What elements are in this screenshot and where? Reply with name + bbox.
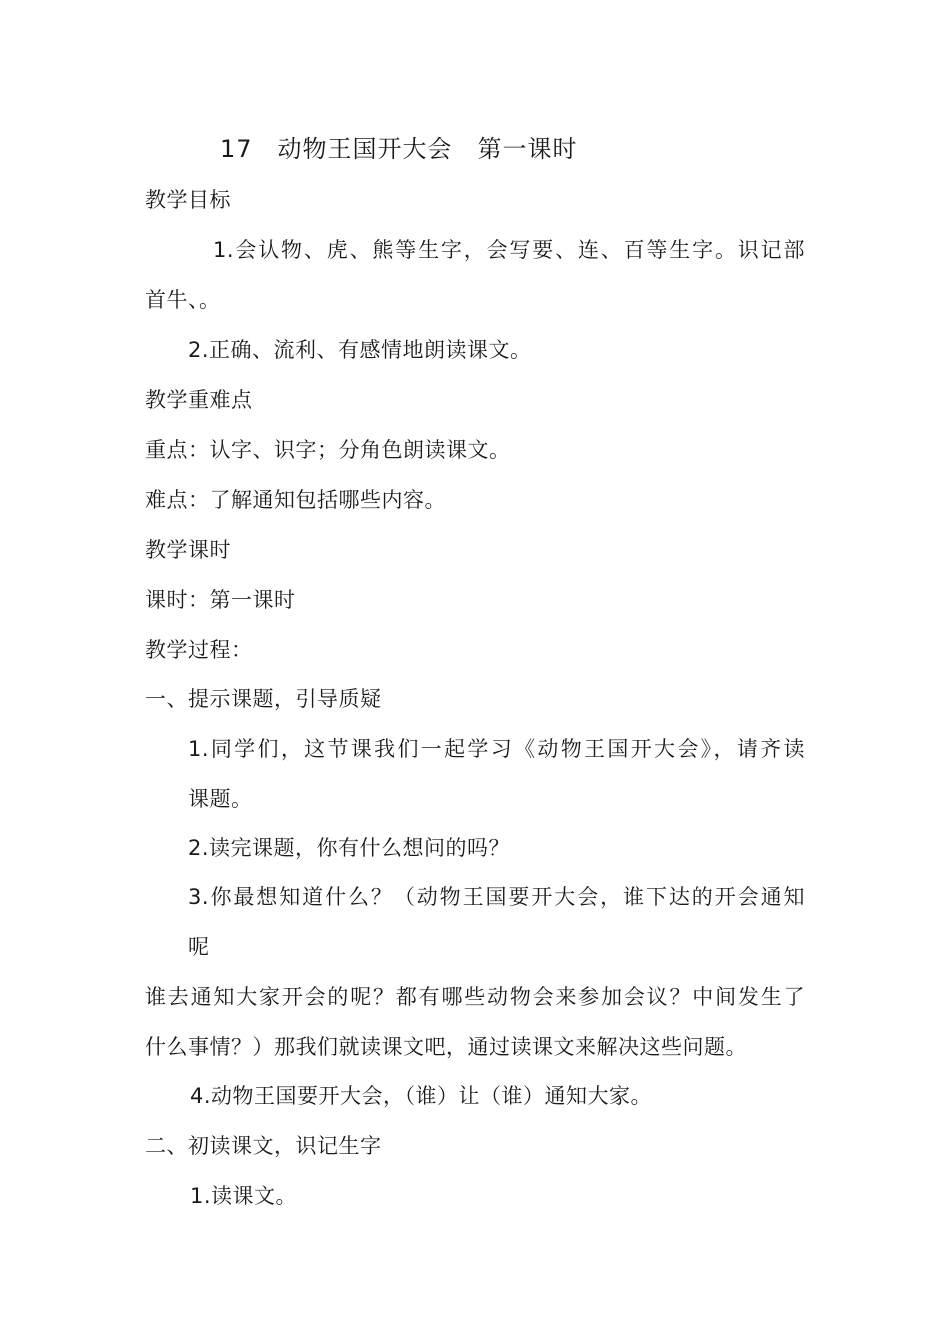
section-heading-objectives: 教学目标 (145, 188, 231, 212)
objective-2: 2.正确、流利、有感情地朗读课文。 (188, 338, 532, 362)
step-1-item-3-cont: 呢 (188, 935, 210, 959)
step-1-item-3-cont-2: 谁去通知大家开会的呢？都有哪些动物会来参加会议？中间发生了 (145, 985, 805, 1009)
objective-1-cont: 首牛、。 (145, 288, 221, 312)
step-1-item-1-cont: 课题。 (188, 787, 253, 811)
key-point: 重点：认字、识字；分角色朗读课文。 (145, 438, 511, 462)
section-heading-process: 教学过程： (145, 638, 253, 662)
step-1-item-2: 2.读完课题，你有什么想问的吗？ (188, 836, 511, 860)
step-1-item-3-cont-3: 什么事情？）那我们就读课文吧，通过读课文来解决这些问题。 (145, 1035, 747, 1059)
section-heading-periods: 教学课时 (145, 538, 231, 562)
period-line: 课时：第一课时 (145, 588, 296, 612)
document-title: 17 动物王国开大会 第一课时 (220, 135, 578, 163)
objective-1: 1.会认物、虎、熊等生字，会写要、连、百等生字。识记部 (213, 238, 805, 262)
section-heading-key-points: 教学重难点 (145, 388, 253, 412)
step-heading-1: 一、提示课题，引导质疑 (145, 687, 382, 711)
step-2-item-1: 1.读课文。 (190, 1184, 298, 1208)
step-1-item-4: 4.动物王国要开大会，（谁）让（谁）通知大家。 (190, 1084, 653, 1108)
step-heading-2: 二、初读课文，识记生字 (145, 1134, 382, 1158)
difficult-point: 难点：了解通知包括哪些内容。 (145, 488, 446, 512)
step-1-item-1: 1.同学们，这节课我们一起学习《动物王国开大会》，请齐读 (188, 737, 805, 761)
step-1-item-3: 3.你最想知道什么？（动物王国要开大会，谁下达的开会通知 (188, 885, 805, 909)
